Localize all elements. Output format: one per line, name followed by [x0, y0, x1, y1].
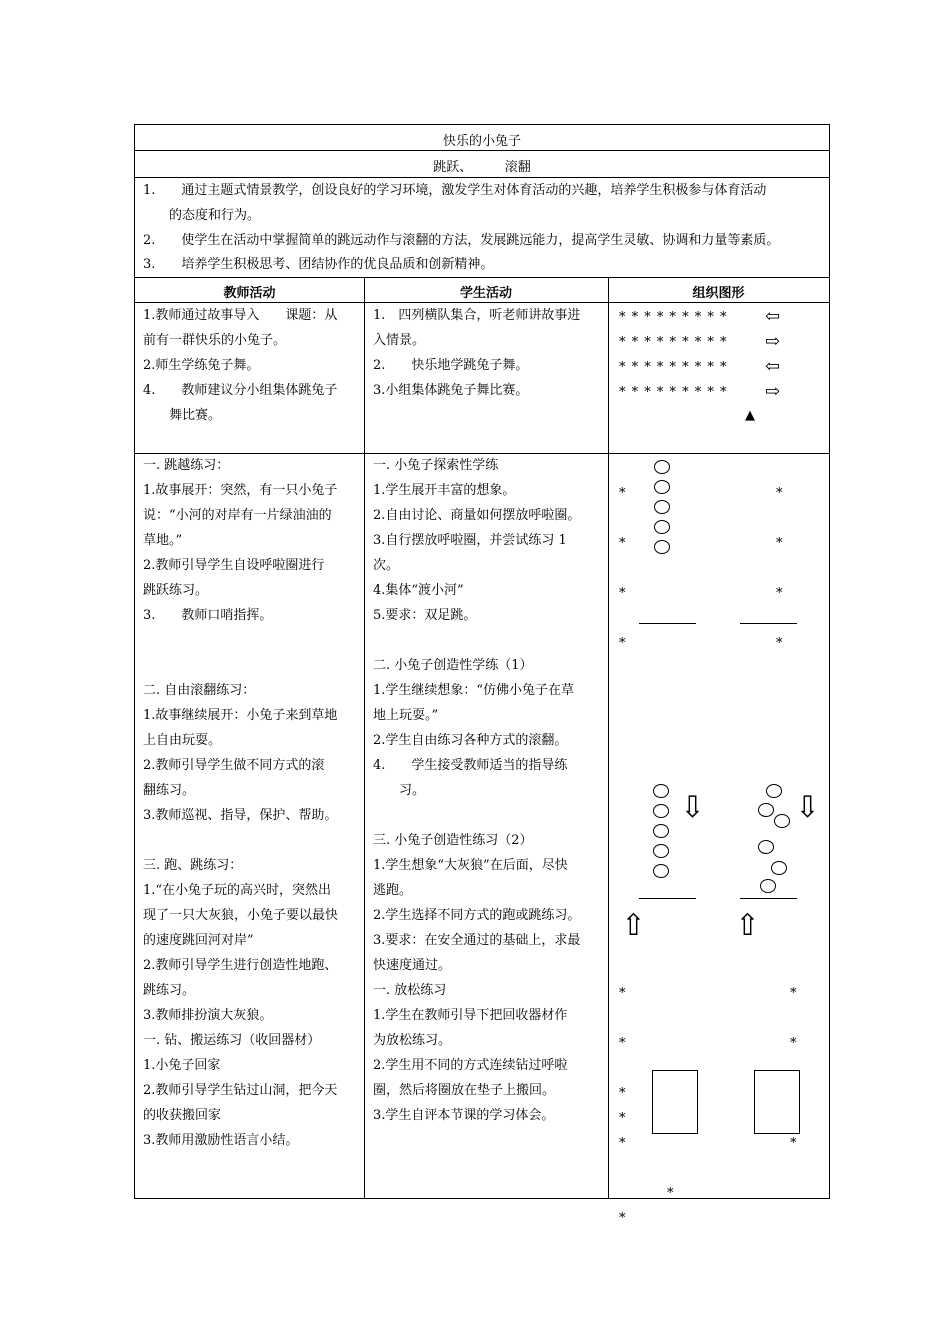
student-marker: *: [619, 1211, 626, 1226]
activity-line: 跳练习。: [143, 983, 196, 998]
activity-line: 3.要求：在安全通过的基础上，求最: [373, 933, 581, 948]
student-marker: *: [667, 1186, 674, 1201]
activity-line: 1.学生在教师引导下把回收器材作: [373, 1008, 568, 1023]
organization-diagram: [609, 453, 829, 1226]
activity-line: 2.教师引导学生做不同方式的滚: [143, 758, 325, 773]
riverbank-line: [639, 623, 696, 624]
activity-line: 的收获搬回家: [143, 1108, 222, 1123]
student-marker: *: [776, 636, 783, 651]
hula-hoop: [758, 840, 774, 854]
student-marker: *: [619, 1111, 626, 1126]
hula-hoop: [766, 784, 782, 798]
section1-student-text: [373, 303, 580, 403]
activity-line: 3.教师巡视、指导，保护、帮助。: [143, 808, 338, 823]
hula-hoop: [654, 500, 670, 514]
activity-line: 一. 小兔子探索性学练: [373, 458, 499, 473]
student-marker: *: [619, 486, 626, 501]
activity-line: 3.教师排扮演大灰狼。: [143, 1008, 273, 1023]
activity-line: 1.故事展开：突然，有一只小兔子: [143, 483, 338, 498]
activity-line: 3.自行摆放呼啦圈，并尝试练习 1: [373, 533, 567, 548]
student-marker: *: [619, 636, 626, 651]
student-row: * * * * * * * * *: [619, 360, 728, 375]
activity-line: 翻练习。: [143, 783, 196, 798]
riverbank-line: [740, 898, 797, 899]
activity-line: 1.教师通过故事导入 课题：从: [143, 308, 338, 323]
goal-line: 3. 培养学生积极思考、团结协作的优良品质和创新精神。: [143, 257, 494, 272]
activity-line: 一. 钻、搬运练习（收回器材）: [143, 1033, 321, 1048]
activity-line: 1.学生想象“大灰狼”在后面，尽快: [373, 858, 568, 873]
activity-line: 习。: [373, 783, 426, 798]
activity-line: [373, 628, 580, 653]
hula-hoop: [654, 520, 670, 534]
column-divider: [364, 277, 365, 1198]
riverbank-line: [740, 623, 797, 624]
arrow-up-icon: ⇧: [735, 908, 761, 943]
activity-line: 现了一只大灰狼，小兔子要以最快: [143, 908, 339, 923]
teacher-position-icon: ▲: [745, 408, 755, 423]
activity-line: 为放松练习。: [373, 1033, 452, 1048]
activity-line: 4. 教师建议分小组集体跳兔子: [143, 383, 338, 398]
activity-line: 快速度通过。: [373, 958, 452, 973]
activity-line: 一. 跳越练习：: [143, 458, 230, 473]
activity-line: 三. 小兔子创造性练习（2）: [373, 833, 533, 848]
student-row: * * * * * * * * *: [619, 335, 728, 350]
rule: [135, 277, 829, 278]
activity-line: 舞比赛。: [143, 408, 222, 423]
activity-line: 逃跑。: [373, 883, 413, 898]
hula-hoop: [654, 460, 670, 474]
arrow-down-icon: ⇩: [795, 790, 821, 825]
student-marker: *: [619, 536, 626, 551]
student-row: * * * * * * * * *: [619, 310, 728, 325]
section2-student-text: [373, 453, 580, 1128]
goal-line: 2. 使学生在活动中掌握简单的跳远动作与滚翻的方法，发展跳远能力，提高学生灵敏、协调和力量等素质。: [143, 233, 780, 248]
activity-line: 2.学生自由练习各种方式的滚翻。: [373, 733, 568, 748]
activity-line: 2.师生学练兔子舞。: [143, 358, 260, 373]
lesson-title: 快乐的小兔子: [442, 134, 521, 149]
activity-line: 2.教师引导学生自设呼啦圈进行: [143, 558, 325, 573]
activity-line: 的速度跳回河对岸”: [143, 933, 254, 948]
activity-line: 3. 教师口哨指挥。: [143, 608, 273, 623]
activity-line: 前有一群快乐的小兔子。: [143, 333, 287, 348]
student-marker: *: [790, 986, 797, 1001]
arrow-right-icon: ⇨: [765, 331, 781, 352]
hula-hoop: [771, 861, 787, 875]
activity-line: [373, 803, 580, 828]
activity-line: 2. 快乐地学跳兔子舞。: [373, 358, 529, 373]
activity-line: 一. 放松练习: [373, 983, 447, 998]
hula-hoop: [758, 803, 774, 817]
activity-line: [143, 628, 338, 653]
mat: [754, 1070, 800, 1134]
student-marker: *: [619, 986, 626, 1001]
hula-hoop: [653, 804, 669, 818]
activity-line: 2.教师引导学生钻过山洞，把今天: [143, 1083, 338, 1098]
activity-line: 1.故事继续展开：小兔子来到草地: [143, 708, 338, 723]
section1-teacher-text: [143, 303, 337, 428]
goal-line: 1. 通过主题式情景教学，创设良好的学习环境，激发学生对体育活动的兴趣，培养学生积极参与体育活动: [143, 183, 767, 198]
activity-line: 4.集体“渡小河”: [373, 583, 464, 598]
formation-diagram: [619, 303, 819, 443]
header-organization: 组织图形: [692, 286, 745, 301]
mat: [652, 1070, 698, 1134]
arrow-left-icon: ⇦: [765, 356, 781, 377]
activity-line: [143, 828, 338, 853]
activity-line: 1.学生继续想象：“仿佛小兔子在草: [373, 683, 575, 698]
activity-line: 1.学生展开丰富的想象。: [373, 483, 516, 498]
activity-line: 2.学生选择不同方式的跑或跳练习。: [373, 908, 581, 923]
activity-line: 次。: [373, 558, 400, 573]
student-marker: *: [776, 536, 783, 551]
lesson-subtitle: 跳跃、 滚翻: [433, 160, 531, 175]
arrow-right-icon: ⇨: [765, 381, 781, 402]
activity-line: 二. 自由滚翻练习：: [143, 683, 256, 698]
activity-line: 说：“小河的对岸有一片绿油油的: [143, 508, 332, 523]
hula-hoop: [760, 879, 776, 893]
activity-line: 3.学生自评本节课的学习体会。: [373, 1108, 555, 1123]
activity-line: 三. 跑、跳练习：: [143, 858, 243, 873]
activity-line: 1.“在小兔子玩的高兴时，突然出: [143, 883, 332, 898]
student-marker: *: [619, 1036, 626, 1051]
student-marker: *: [790, 1136, 797, 1151]
student-marker: *: [790, 1036, 797, 1051]
hula-hoop: [653, 784, 669, 798]
activity-line: [143, 653, 338, 678]
section2-teacher-text: [143, 453, 338, 1153]
activity-line: 1.小兔子回家: [143, 1058, 221, 1073]
arrow-left-icon: ⇦: [765, 306, 781, 327]
lesson-plan-table: [134, 124, 830, 1226]
activity-line: 1. 四列横队集合，听老师讲故事进: [373, 308, 581, 323]
goal-line: 的态度和行为。: [143, 208, 261, 223]
hula-hoop: [654, 540, 670, 554]
activity-line: 圈，然后将圈放在垫子上搬回。: [373, 1083, 556, 1098]
arrow-down-icon: ⇩: [680, 790, 706, 825]
student-marker: *: [776, 486, 783, 501]
hula-hoop: [654, 480, 670, 494]
activity-line: 2.教师引导学生进行创造性地跑、: [143, 958, 338, 973]
student-row: * * * * * * * * *: [619, 385, 728, 400]
activity-line: 5.要求：双足跳。: [373, 608, 477, 623]
arrow-up-icon: ⇧: [621, 908, 647, 943]
header-teacher: 教师活动: [223, 286, 276, 301]
hula-hoop: [653, 844, 669, 858]
activity-line: 上自由玩耍。: [143, 733, 222, 748]
riverbank-line: [639, 898, 696, 899]
activity-line: 入情景。: [373, 333, 426, 348]
activity-line: 二. 小兔子创造性学练（1）: [373, 658, 533, 673]
rule: [135, 150, 829, 151]
student-marker: *: [619, 586, 626, 601]
activity-line: 2.学生用不同的方式连续钻过呼啦: [373, 1058, 568, 1073]
activity-line: 3.小组集体跳兔子舞比赛。: [373, 383, 529, 398]
student-marker: *: [776, 586, 783, 601]
activity-line: 4. 学生接受教师适当的指导练: [373, 758, 568, 773]
student-marker: *: [619, 1136, 626, 1151]
student-marker: *: [619, 1086, 626, 1101]
activity-line: 地上玩耍。”: [373, 708, 439, 723]
hula-hoop: [653, 824, 669, 838]
activity-line: 跳跃练习。: [143, 583, 209, 598]
activity-line: 3.教师用激励性语言小结。: [143, 1133, 299, 1148]
hula-hoop: [774, 814, 790, 828]
header-student: 学生活动: [459, 286, 512, 301]
activity-line: 2.自由讨论、商量如何摆放呼啦圈。: [373, 508, 581, 523]
hula-hoop: [653, 864, 669, 878]
activity-line: 草地。”: [143, 533, 183, 548]
